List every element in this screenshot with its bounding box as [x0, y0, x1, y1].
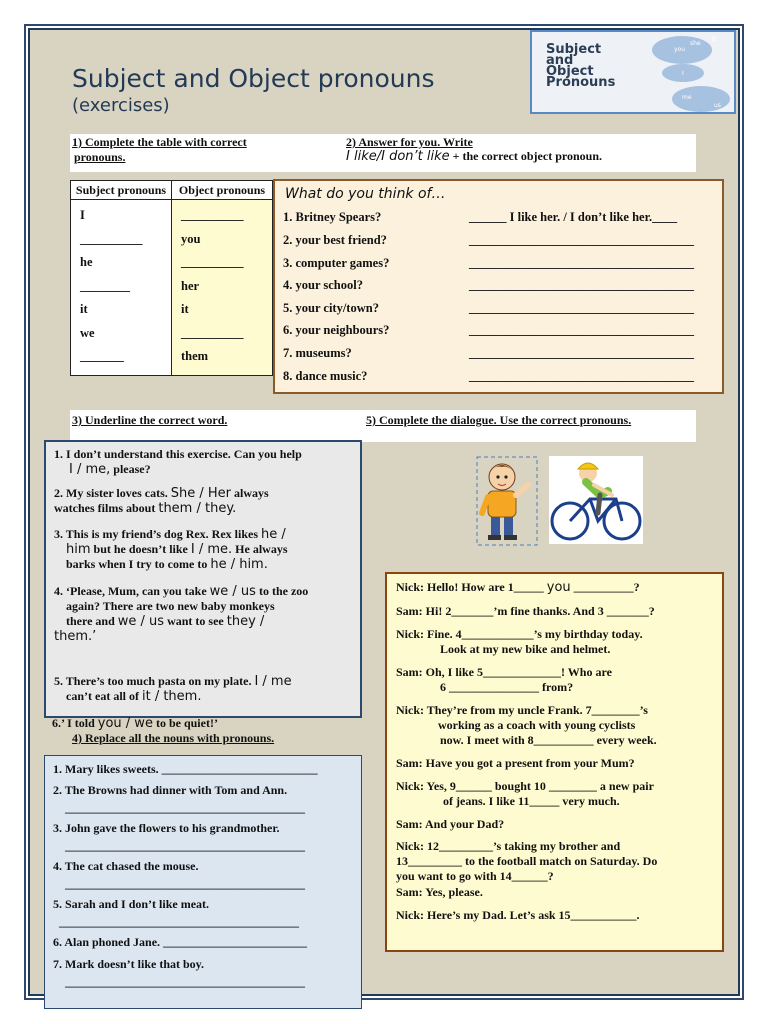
sentence-2: 2. My sister loves cats. She / Her always watches films about them / they. — [54, 486, 269, 516]
replace-item: 3. John gave the flowers to his grandmother. — [53, 821, 280, 835]
dialogue-line: Sam: And your Dad? — [396, 817, 505, 831]
dialogue-line: Nick: 12_________’s taking my brother and 13_________ to the football match on Saturday. Do you want to go with 14______? — [396, 839, 658, 883]
dialogue-line: Nick: Fine. 4____________’s my birthday today. Look at my new bike and helmet. — [396, 627, 643, 656]
dialogue-line: Nick: Here’s my Dad. Let’s ask 15___________. — [396, 908, 640, 922]
dialogue-line: Nick: They’re from my uncle Frank. 7________’s working as a coach with young cyclists now. I meet with 8__________ every week. — [396, 703, 657, 747]
underline-exercise-box — [44, 440, 362, 718]
subject-cell: _______ — [80, 349, 124, 363]
replace-item: 5. Sarah and I don’t like meat. — [53, 897, 210, 911]
task2-heading: 2) Answer for you. Write — [346, 135, 473, 149]
dialogue-line: Sam: Have you got a present from your Mum? — [396, 756, 635, 770]
object-cell: them — [181, 349, 209, 363]
opinion-question: 1. Britney Spears? — [283, 210, 382, 224]
replace-item: 4. The cat chased the mouse. — [53, 859, 199, 873]
boy-illustration — [474, 455, 540, 547]
cyclist-illustration — [548, 455, 644, 545]
logo-image: she it you I me us Subject and Object Pronouns — [530, 30, 736, 114]
dialogue-line: Nick: Yes, 9______ bought 10 ________ a new pair of jeans. I like 11_____ very much. — [396, 779, 654, 808]
dialogue-line: Sam: Hi! 2_______’m fine thanks. And 3 _______? — [396, 604, 655, 618]
opinion-answer: ____________________________________ — [469, 301, 694, 315]
subject-cell: he — [80, 255, 93, 269]
page-title: Subject and Object pronouns — [72, 64, 435, 93]
replace-item: 1. Mary likes sweets. __________________________ — [53, 762, 318, 776]
task2-heading-cont: I like/I don’t like + the correct object pronoun. — [346, 149, 602, 164]
opinion-question: 6. your neighbours? — [283, 323, 390, 337]
task4-heading: 4) Replace all the nouns with pronouns. — [72, 731, 275, 745]
opinion-answer: ____________________________________ — [469, 323, 694, 337]
opinion-question: 7. museums? — [283, 346, 352, 360]
answer-line: ________________________________________ — [59, 915, 299, 929]
sentence-4: 4. ‘Please, Mum, can you take we / us to the zoo again? There are two new baby monkeys there and we / us want to see they / them.’ — [54, 584, 309, 644]
task3-heading: 3) Underline the correct word. — [72, 413, 228, 427]
object-cell: her — [181, 278, 200, 293]
opinion-answer: ______ I like her. / I don’t like her.____ — [469, 210, 678, 224]
object-cell: __________ — [181, 325, 244, 340]
logo-text: Subject and Object Pronouns — [546, 42, 616, 90]
page-subtitle: (exercises) — [72, 95, 170, 116]
sentence-1: 1. I don’t understand this exercise. Can you help I / me, please? — [54, 447, 302, 477]
opinion-box — [273, 179, 724, 394]
sentence-5: 5. There’s too much pasta on my plate. I / me can’t eat all of it / them. — [54, 674, 292, 704]
pronoun-table — [70, 180, 273, 376]
subject-cell: ________ — [80, 278, 130, 293]
opinion-question: 5. your city/town? — [283, 301, 379, 315]
subject-col-header: Subject pronouns — [71, 181, 172, 200]
replace-nouns-box — [44, 755, 362, 1009]
opinion-answer: ____________________________________ — [469, 233, 694, 247]
answer-line: ________________________________________ — [65, 801, 305, 815]
opinion-box-title: What do you think of… — [285, 186, 446, 202]
opinion-question: 3. computer games? — [283, 256, 390, 270]
opinion-question: 8. dance music? — [283, 369, 368, 383]
subject-cell: __________ — [80, 231, 143, 246]
replace-item: 2. The Browns had dinner with Tom and Ann. — [53, 783, 288, 797]
object-col-header: Object pronouns — [172, 181, 273, 200]
dialogue-line: Sam: Yes, please. — [396, 885, 483, 899]
sentence-3: 3. This is my friend’s dog Rex. Rex likes he / him but he doesn’t like I / me. He always barks when I try to come to he / him. — [54, 527, 288, 572]
task1-heading-cont: pronouns. — [74, 150, 126, 164]
object-cell: it — [181, 302, 189, 316]
replace-item: 6. Alan phoned Jane. ________________________ — [53, 935, 308, 949]
answer-line: ________________________________________ — [65, 975, 305, 989]
opinion-answer: ____________________________________ — [469, 369, 694, 383]
dialogue-box — [385, 572, 724, 952]
opinion-answer: ____________________________________ — [469, 278, 694, 292]
opinion-question: 4. your school? — [283, 278, 363, 292]
opinion-question: 2. your best friend? — [283, 233, 387, 247]
task1-heading: 1) Complete the table with correct — [72, 135, 247, 149]
subject-cell: I — [80, 208, 85, 222]
opinion-answer: ____________________________________ — [469, 256, 694, 270]
subject-cell: it — [80, 302, 88, 316]
object-cell: __________ — [181, 255, 244, 269]
answer-line: ________________________________________ — [65, 839, 305, 853]
task5-heading: 5) Complete the dialogue. Use the correct pronouns. — [366, 413, 632, 427]
subject-cell: we — [80, 325, 95, 340]
object-cell: you — [181, 231, 201, 246]
dialogue-line: Sam: Oh, I like 5_____________! Who are 6 _______________ from? — [396, 665, 612, 694]
object-cell: __________ — [181, 208, 244, 222]
sentence-6: 6.’ I told you / we to be quiet!’ — [52, 716, 218, 731]
answer-line: ________________________________________ — [65, 877, 305, 891]
replace-item: 7. Mark doesn’t like that boy. — [53, 957, 205, 971]
dialogue-line: Nick: Hello! How are 1_____ you __________? — [396, 580, 640, 595]
opinion-answer: ____________________________________ — [469, 346, 694, 360]
